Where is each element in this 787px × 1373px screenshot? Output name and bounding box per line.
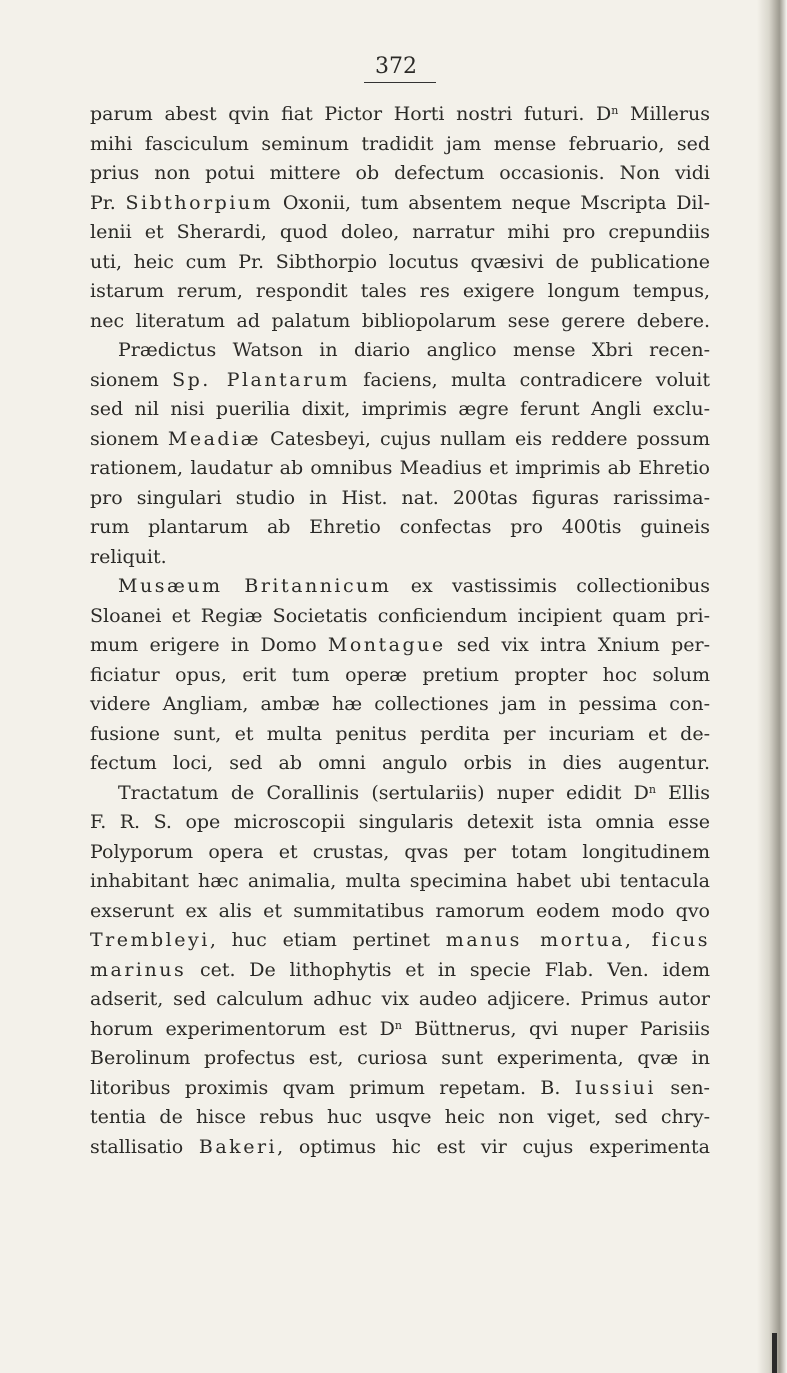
body-text — [90, 100, 710, 1162]
text-line: fusione sunt, et multa penitus perdita per incuriam et de- — [90, 722, 710, 745]
text-line: Berolinum profectus est, curiosa sunt experimenta, qvæ in — [90, 1047, 710, 1069]
text-line: lenii et Sherardi, quod doleo, narratur mihi pro crepundiis — [90, 221, 710, 243]
text-line: marinus cet. De lithophytis et in specie Flab. Ven. idem — [90, 958, 710, 981]
text-line: litoribus proximis qvam primum repetam. B. Iussiui sen- — [90, 1076, 710, 1099]
page-number: 372 — [366, 54, 426, 79]
text-line: ficiatur opus, erit tum operæ pretium propter hoc solum — [90, 663, 710, 686]
text-line: reliquit. — [90, 545, 167, 568]
text-line: Trembleyi, huc etiam pertinet manus mortua, ficus — [90, 929, 710, 951]
text-line: videre Angliam, ambæ hæ collectiones jam in pessima con- — [90, 693, 710, 715]
text-line: inhabitant hæc animalia, multa specimina habet ubi tentacula — [90, 870, 710, 892]
text-line: rum plantarum ab Ehretio confectas pro 400tis guineis — [90, 516, 710, 538]
text-line: sionem Sp. Plantarum faciens, multa contradicere voluit — [90, 368, 711, 391]
text-line: Pr. Sibthorpium Oxonii, tum absentem neque Mscripta Dil- — [90, 191, 711, 214]
text-line: F. R. S. ope microscopii singularis detexit ista omnia esse — [90, 811, 710, 833]
text-line: Prædictus Watson in diario anglico mense Xbri recen- — [118, 339, 710, 361]
text-line: exserunt ex alis et summitatibus ramorum eodem modo qvo — [90, 899, 710, 922]
text-line: istarum rerum, respondit tales res exigere longum tempus, — [90, 280, 710, 302]
text-line: nec literatum ad palatum bibliopolarum sese gerere debere. — [90, 309, 710, 332]
text-line: fectum loci, sed ab omni angulo orbis in dies augentur. — [90, 752, 710, 774]
text-line: stallisatio Bakeri, optimus hic est vir cujus experimenta — [90, 1135, 710, 1158]
text-line: Sloanei et Regiæ Societatis conficiendum incipient quam pri- — [90, 604, 710, 627]
text-line: uti, heic cum Pr. Sibthorpio locutus qvæsivi de publicatione — [90, 250, 710, 273]
text-line: sionem Meadiæ Catesbeyi, cujus nullam eis reddere possum — [90, 427, 710, 450]
text-line: adserit, sed calculum adhuc vix audeo adjicere. Primus autor — [90, 988, 710, 1010]
text-line: parum abest qvin fiat Pictor Horti nostri futuri. $D^n$ Millerus — [90, 103, 710, 125]
text-line: pro singulari studio in Hist. nat. 200tas figuras rarissima- — [90, 486, 710, 509]
page-edge — [757, 0, 787, 1373]
text-line: Musæum Britannicum ex vastissimis collectionibus — [118, 575, 710, 597]
text-line: mihi fasciculum seminum tradidit jam mense februario, sed — [90, 132, 710, 155]
text-line: Polyporum opera et crustas, qvas per totam longitudinem — [90, 840, 710, 863]
text-line: rationem, laudatur ab omnibus Meadius et imprimis ab Ehretio — [90, 457, 710, 479]
text-line: Tractatum de Corallinis (sertulariis) nuper edidit $D^n$ Ellis — [118, 781, 710, 804]
text-line: tentia de hisce rebus huc usqve heic non viget, sed chry- — [90, 1106, 710, 1128]
text-line: mum erigere in Domo Montague sed vix intra Xnium per- — [90, 634, 710, 656]
text-line: sed nil nisi puerilia dixit, imprimis ægre ferunt Angli exclu- — [90, 398, 710, 420]
text-line: prius non potui mittere ob defectum occasionis. Non vidi — [90, 162, 710, 184]
text-line: horum experimentorum est $D^n$ Büttnerus, qvi nuper Parisiis — [90, 1017, 710, 1040]
